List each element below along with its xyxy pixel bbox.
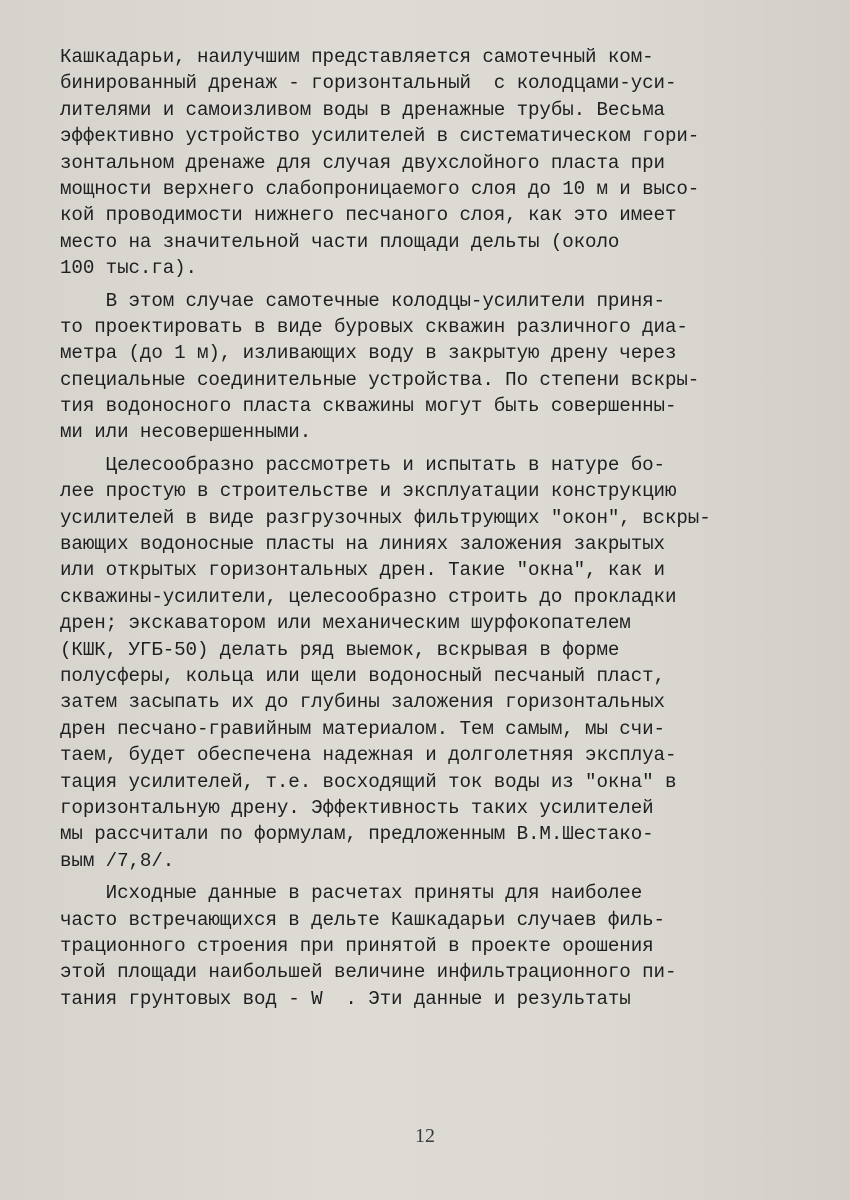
text-line: то проектировать в виде буровых скважин различного диа-: [60, 315, 688, 338]
text-line: мы рассчитали по формулам, предложенным В.М.Шестако-: [60, 823, 654, 846]
text-line: (КШК, УГБ-50) делать ряд выемок, вскрывая в форме: [60, 638, 620, 661]
text-line: усилителей в виде разгрузочных фильтрующих "окон", вскры-: [60, 506, 711, 529]
text-line: Целесообразно рассмотреть и испытать в натуре бо-: [60, 453, 665, 476]
text-line: мощности верхнего слабопроницаемого слоя до 10 м и высо-: [60, 177, 700, 200]
text-line: таем, будет обеспечена надежная и долголетняя эксплуа-: [60, 744, 677, 767]
text-line: затем засыпать их до глубины заложения горизонтальных: [60, 691, 665, 714]
text-line: полусферы, кольца или щели водоносный песчаный пласт,: [60, 664, 665, 687]
text-line: дрен; экскаватором или механическим шурфокопателем: [60, 612, 631, 635]
text-line: В этом случае самотечные колодцы-усилители приня-: [60, 289, 665, 312]
text-line: лителями и самоизливом воды в дренажные трубы. Весьма: [60, 98, 665, 121]
text-line: дрен песчано-гравийным материалом. Тем самым, мы счи-: [60, 717, 665, 740]
text-line: вым /7,8/.: [60, 849, 175, 872]
text-line: этой площади наибольшей величине инфильтрационного пи-: [60, 961, 677, 984]
text-line: ми или несовершенными.: [60, 421, 312, 444]
text-line: эффективно устройство усилителей в систематическом гори-: [60, 125, 700, 148]
text-line: часто встречающихся в дельте Кашкадарьи случаев филь-: [60, 908, 665, 931]
text-line: Исходные данные в расчетах приняты для наиболее: [60, 882, 643, 905]
text-line: 100 тыс.га).: [60, 257, 197, 280]
text-line: тация усилителей, т.е. восходящий ток воды из "окна" в: [60, 770, 677, 793]
text-line: тания грунтовых вод - W . Эти данные и результаты: [60, 987, 631, 1010]
text-line: Кашкадарьи, наилучшим представляется самотечный ком-: [60, 46, 654, 68]
text-line: вающих водоносные пласты на линиях заложения закрытых: [60, 533, 665, 556]
text-line: тия водоносного пласта скважины могут быть совершенны-: [60, 395, 677, 418]
text-line: место на значительной части площади дельты (около: [60, 230, 620, 253]
text-line: зонтальном дренаже для случая двухслойного пласта при: [60, 151, 665, 174]
text-line: специальные соединительные устройства. По степени вскры-: [60, 368, 700, 391]
text-line: метра (до 1 м), изливающих воду в закрытую дрену через: [60, 342, 677, 365]
text-line: кой проводимости нижнего песчаного слоя, как это имеет: [60, 204, 677, 227]
page-number: 12: [415, 1125, 435, 1147]
text-line: бинированный дренаж - горизонтальный с колодцами-уси-: [60, 72, 677, 95]
text-line: горизонтальную дрену. Эффективность таких усилителей: [60, 796, 654, 819]
text-line: лее простую в строительстве и эксплуатации конструкцию: [60, 480, 677, 503]
text-line: или открытых горизонтальных дрен. Такие "окна", как и: [60, 559, 665, 582]
text-line: трационного строения при принятой в проекте орошения: [60, 934, 654, 957]
text-line: скважины-усилители, целесообразно строить до прокладки: [60, 585, 677, 608]
document-body: [60, 44, 820, 1012]
